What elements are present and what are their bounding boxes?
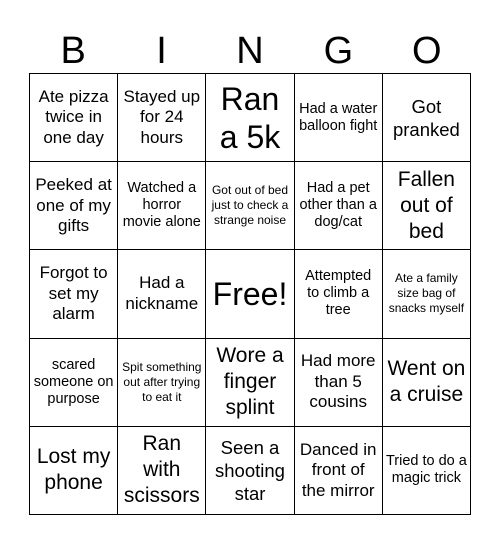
cell-text: Had a water balloon fight (299, 100, 378, 134)
bingo-cell[interactable] (30, 250, 118, 338)
bingo-cell[interactable] (206, 339, 294, 427)
bingo-cell[interactable] (383, 74, 471, 162)
cell-text: Ate pizza twice in one day (38, 86, 109, 147)
bingo-cell[interactable] (118, 339, 206, 427)
cell-text: Attempted to climb a tree (305, 268, 372, 319)
cell-text: Ate a family size bag of snacks myself (388, 271, 465, 316)
bingo-cell[interactable] (206, 162, 294, 250)
bingo-cell[interactable] (383, 162, 471, 250)
cell-text: Fallen out of bed (397, 167, 455, 243)
bingo-cell[interactable] (118, 250, 206, 338)
cell-text: Had a pet other than a dog/cat (299, 180, 377, 231)
cell-text: Went on a cruise (387, 357, 466, 407)
cell-text: Had a nickname (125, 273, 199, 313)
bingo-cell[interactable] (118, 427, 206, 515)
bingo-cell[interactable] (383, 250, 471, 338)
header-letter-o: O (411, 30, 442, 72)
bingo-cell[interactable] (30, 427, 118, 515)
cell-text: Seen a shooting star (215, 436, 285, 504)
bingo-cell[interactable] (206, 427, 294, 515)
cell-text: Spit something out after trying to eat it (122, 359, 202, 404)
bingo-card-grid (29, 73, 471, 515)
bingo-cell[interactable] (295, 339, 383, 427)
cell-text: Ran a 5k (219, 80, 281, 155)
cell-text: Peeked at one of my gifts (35, 175, 112, 236)
cell-text: Watched a horror movie alone (122, 180, 201, 231)
bingo-cell[interactable] (295, 74, 383, 162)
bingo-cell[interactable] (295, 162, 383, 250)
bingo-cell[interactable] (206, 74, 294, 162)
header-letter-g: G (323, 30, 354, 72)
bingo-cell[interactable] (118, 162, 206, 250)
bingo-cell[interactable] (30, 339, 118, 427)
bingo-cell[interactable] (383, 339, 471, 427)
header-letter-b: B (60, 30, 86, 72)
free-space-cell[interactable] (206, 250, 294, 338)
bingo-cell[interactable] (295, 250, 383, 338)
cell-text: Had more than 5 cousins (300, 351, 376, 412)
bingo-cell[interactable] (30, 162, 118, 250)
cell-text: Forgot to set my alarm (39, 263, 108, 324)
cell-text: Got pranked (392, 95, 460, 140)
header-letter-i: I (156, 30, 167, 72)
cell-text: Stayed up for 24 hours (123, 86, 201, 147)
cell-text: Tried to do a magic trick (385, 453, 467, 487)
cell-text: Ran with scissors (123, 432, 200, 508)
bingo-cell[interactable] (383, 427, 471, 515)
bingo-header (29, 29, 471, 73)
bingo-cell[interactable] (30, 74, 118, 162)
cell-text: Lost my phone (36, 445, 111, 495)
bingo-cell[interactable] (118, 74, 206, 162)
cell-text: scared someone on purpose (33, 356, 114, 407)
cell-text: Danced in front of the mirror (299, 439, 377, 500)
bingo-cell[interactable] (295, 427, 383, 515)
cell-text: Wore a finger splint (216, 344, 284, 420)
cell-text: Got out of bed just to check a strange noise (211, 183, 289, 228)
header-letter-n: N (236, 30, 264, 72)
free-space-text: Free! (212, 275, 288, 312)
